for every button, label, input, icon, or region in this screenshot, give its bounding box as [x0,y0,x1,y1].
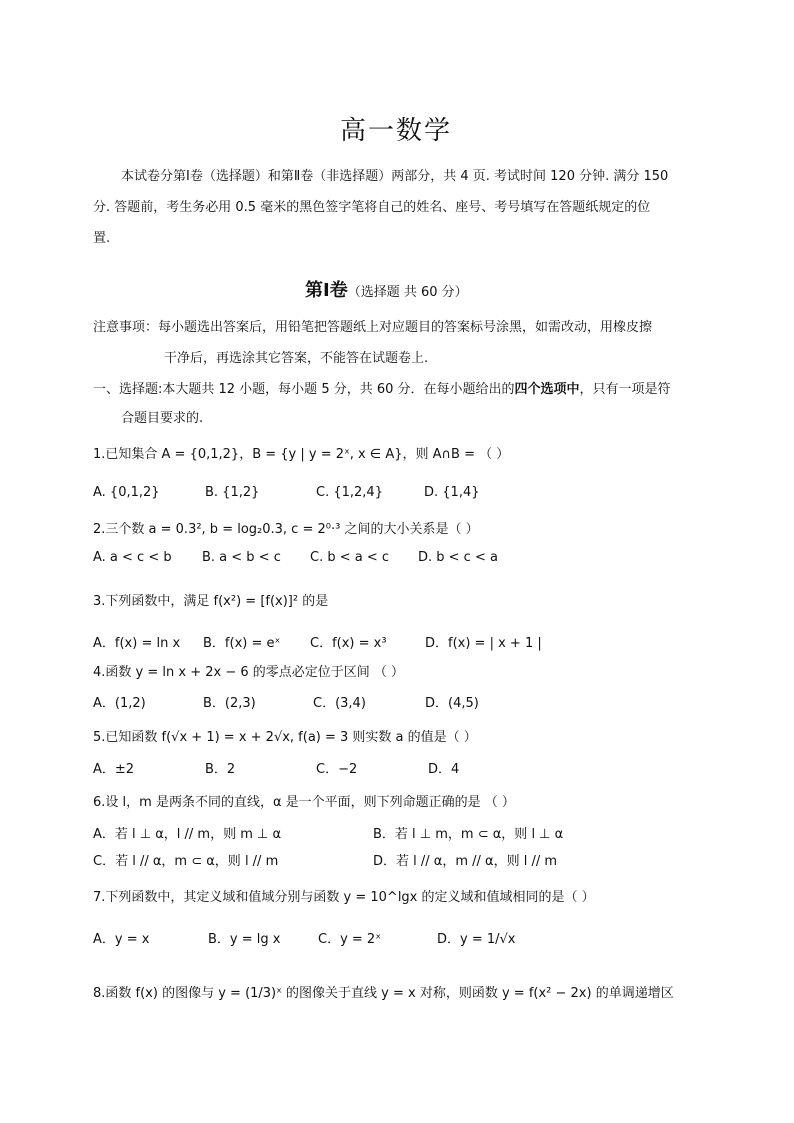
part1-bold: 四个选项中 [514,382,580,397]
q4-option-a: A．(1,2) [93,696,146,711]
q1-option-a: A. {0,1,2} [93,485,160,500]
q1-stem: 1.已知集合 A = {0,1,2}，B = {y | y = 2ˣ, x ∈ A}，则 A∩B = （ ） [93,447,510,462]
intro-line-2: 分. 答题前，考生务必用 0.5 毫米的黑色签字笔将自己的姓名、座号、考号填写在答题纸规定的位 [93,200,651,215]
q4-stem: 4.函数 y = ln x + 2x − 6 的零点必定位于区间 （ ） [93,665,405,680]
notice-label: 注意事项： [93,320,159,335]
part1-line-2: 合题目要求的. [121,411,204,426]
section-title: 第Ⅰ卷 [305,280,348,301]
q3-stem: 3.下列函数中，满足 f(x²) = [f(x)]² 的是 [93,594,329,609]
q3-option-a: A．f(x) = ln x [93,636,181,651]
section-subtitle: （选择题 共 60 分） [347,285,468,300]
q2-option-b: B. a < b < c [202,550,281,565]
q8-stem: 8.函数 f(x) 的图像与 y = (1/3)ˣ 的图像关于直线 y = x 对称，则函数 y = f(x² − 2x) 的单调递增区 [93,986,674,1001]
q3-option-c: C．f(x) = x³ [310,636,387,651]
q5-option-d: D．4 [428,762,460,777]
q7-stem: 7.下列函数中，其定义域和值域分别与函数 y = 10^lgx 的定义域和值域相同的是（ ） [93,890,595,905]
part1-text-b: ，只有一项是符 [579,382,671,397]
q4-option-b: B．(2,3) [203,696,256,711]
q2-option-d: D. b < c < a [418,550,498,565]
q2-option-a: A. a < c < b [93,550,172,565]
notice-text-1: 每小题选出答案后，用铅笔把答题纸上对应题目的答案标号涂黑，如需改动，用橡皮擦 [158,320,653,335]
q7-option-b: B．y = lg x [208,932,281,947]
q5-option-b: B．2 [205,762,236,777]
notice-line-1 [93,316,652,335]
q6-option-c: C．若 l // α，m ⊂ α，则 l // m [93,854,279,869]
part1-text-a: 一、选择题:本大题共 12 小题，每小题 5 分，共 60 分．在每小题给出的 [93,382,515,397]
q2-option-c: C. b < a < c [310,550,390,565]
q6-stem: 6.设 l，m 是两条不同的直线，α 是一个平面，则下列命题正确的是 （ ） [93,795,515,810]
notice-line-2: 干净后，再选涂其它答案，不能答在试题卷上. [164,351,429,366]
q1-option-b: B. {1,2} [205,485,260,500]
intro-line-1: 本试卷分第Ⅰ卷（选择题）和第Ⅱ卷（非选择题）两部分，共 4 页. 考试时间 120 分钟. 满分 150 [121,169,669,184]
q5-option-a: A．±2 [93,762,135,777]
page-title: 高一数学 [340,116,453,146]
q3-option-b: B．f(x) = eˣ [203,636,281,651]
q1-option-c: C. {1,2,4} [316,485,383,500]
q6-option-d: D．若 l // α，m // α，则 l // m [373,854,558,869]
q5-stem: 5.已知函数 f(√x + 1) = x + 2√x, f(a) = 3 则实数 a 的值是（ ） [93,730,477,745]
q7-option-c: C．y = 2ˣ [318,932,381,947]
q5-option-c: C．−2 [316,762,358,777]
q7-option-a: A．y = x [93,932,150,947]
section-heading [305,276,468,302]
q7-option-d: D．y = 1/√x [437,932,516,947]
q6-option-b: B．若 l ⊥ m，m ⊂ α，则 l ⊥ α [373,827,564,842]
part1-line-1 [93,378,671,397]
q4-option-c: C．(3,4) [313,696,366,711]
q2-stem: 2.三个数 a = 0.3², b = log₂0.3, c = 2⁰·³ 之间的大小关系是（ ） [93,522,479,537]
q3-option-d: D．f(x) = | x + 1 | [425,636,542,651]
intro-line-3: 置. [93,231,111,246]
q4-option-d: D．(4,5) [425,696,479,711]
q1-option-d: D. {1,4} [424,485,480,500]
q6-option-a: A．若 l ⊥ α，l // m，则 m ⊥ α [93,827,282,842]
